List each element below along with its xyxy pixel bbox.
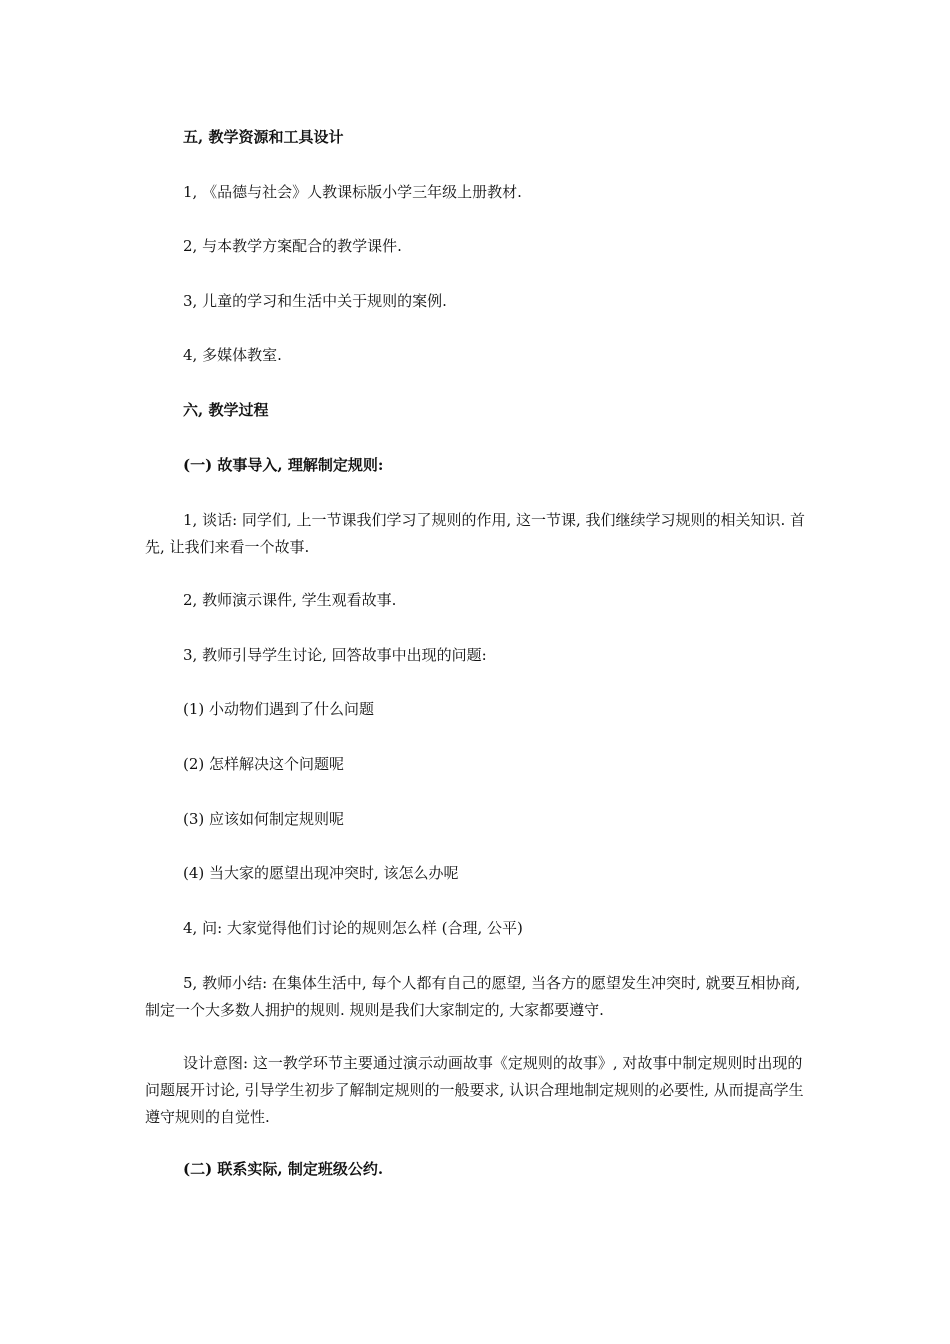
question-3: (3) 应该如何制定规则呢 (183, 810, 345, 828)
design-intent: 设计意图: 这一教学环节主要通过演示动画故事《定规则的故事》, 对故事中制定规则时出现的问题展开讨论, 引导学生初步了解制定规则的一般要求, 认识合理地制定规则的必要性, 从而提高学生遵守规则的自觉性. (145, 1054, 804, 1126)
process-step-1: 1, 谈话: 同学们, 上一节课我们学习了规则的作用, 这一节课, 我们继续学习规则的相关知识. 首先, 让我们来看一个故事. (145, 511, 806, 556)
section-heading-resources: 五, 教学资源和工具设计 (183, 128, 344, 146)
resource-item-2: 2, 与本教学方案配合的教学课件. (183, 237, 402, 255)
process-step-3: 3, 教师引导学生讨论, 回答故事中出现的问题: (183, 646, 487, 664)
process-step-2: 2, 教师演示课件, 学生观看故事. (183, 591, 397, 609)
resource-item-3: 3, 儿童的学习和生活中关于规则的案例. (183, 292, 447, 310)
question-4: (4) 当大家的愿望出现冲突时, 该怎么办呢 (183, 864, 459, 882)
question-1: (1) 小动物们遇到了什么问题 (183, 700, 375, 718)
subsection-heading-class-rules: (二) 联系实际, 制定班级公约. (183, 1160, 384, 1178)
resource-item-1: 1, 《品德与社会》人教课标版小学三年级上册教材. (183, 183, 522, 201)
process-step-4: 4, 问: 大家觉得他们讨论的规则怎么样 (合理, 公平) (183, 919, 523, 937)
question-2: (2) 怎样解决这个问题呢 (183, 755, 345, 773)
process-step-5: 5, 教师小结: 在集体生活中, 每个人都有自己的愿望, 当各方的愿望发生冲突时, 就要互相协商, 制定一个大多数人拥护的规则. 规则是我们大家制定的, 大家都要遵守. (145, 974, 801, 1019)
subsection-heading-story: (一) 故事导入, 理解制定规则: (183, 456, 384, 474)
section-heading-process: 六, 教学过程 (183, 401, 269, 419)
resource-item-4: 4, 多媒体教室. (183, 346, 282, 364)
